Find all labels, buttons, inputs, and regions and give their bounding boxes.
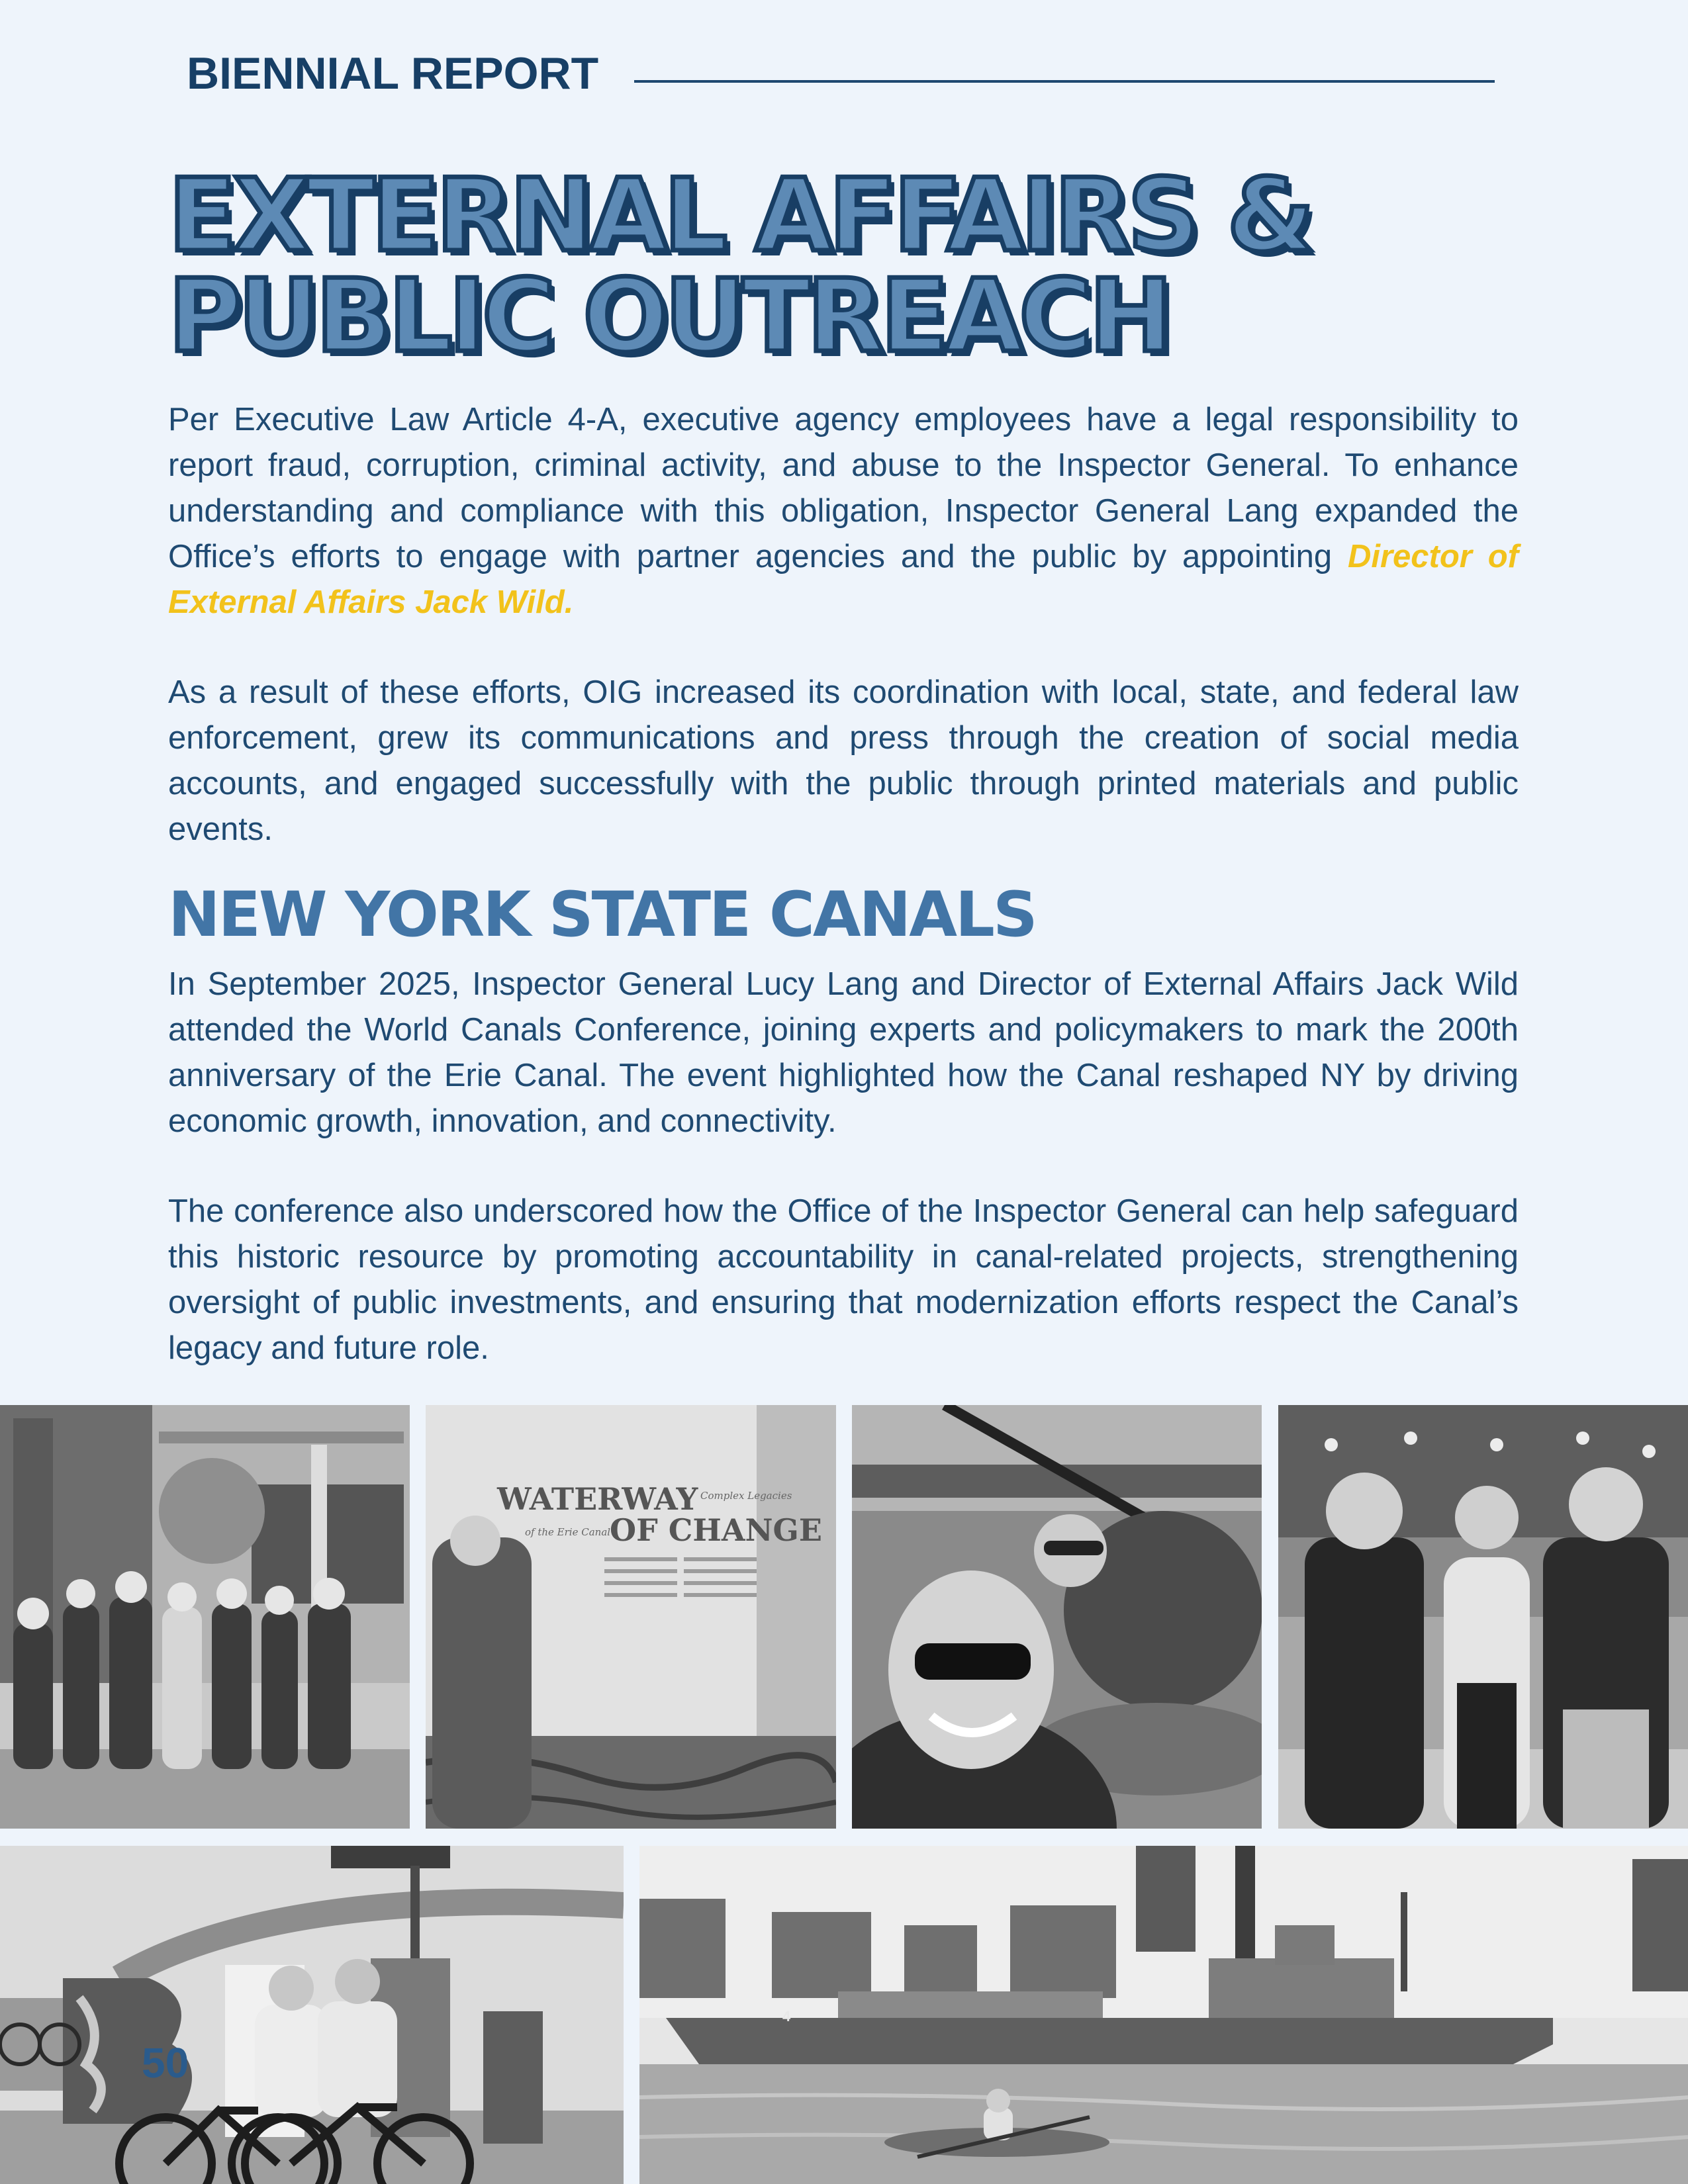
page-number: 50: [142, 2039, 189, 2087]
page-title-line-1: EXTERNAL AFFAIRS &: [168, 157, 1311, 274]
intro-paragraph-1: [168, 397, 1519, 625]
exhibit-caption: of the Erie Canal: [525, 1526, 611, 1538]
harbor-photo: [639, 1846, 1688, 2184]
intro-paragraph-1-text: Per Executive Law Article 4-A, executive agency employees have a legal responsibility to report fraud, corruption, criminal activity, and abuse to the Inspector General. To enhance understanding and compliance with this obligation, Inspector General Lang expanded the Office’s efforts to engage with partner agencies and the public by appointing: [168, 402, 1519, 574]
header-divider: [634, 80, 1495, 83]
kayak-selfie-photo: [852, 1405, 1262, 1829]
page-title-line-2: PUBLIC OUTREACH: [168, 257, 1170, 375]
exhibit-title-1: WATERWAY: [497, 1481, 698, 1517]
intro-paragraph-2: As a result of these efforts, OIG increased its coordination with local, state, and federal law enforcement, grew its communications and press through the creation of social media accounts, and engaged successfully with the public through printed materials and public events.: [168, 674, 1519, 847]
exhibit-subtitle: Complex Legacies: [700, 1490, 792, 1502]
page-title: [168, 157, 1311, 375]
canals-paragraph-2: The conference also underscored how the Office of the Inspector General can help safeguard this historic resource by promoting accountability in canal-related projects, strengthening oversight of public investments, and ensuring that modernization efforts respect the Canal’s legacy and future role.: [168, 1193, 1519, 1366]
report-header-label: BIENNIAL REPORT: [187, 48, 599, 99]
group-photo: [0, 1405, 410, 1829]
ship-hull-number: 4: [782, 2008, 791, 2025]
director-highlight: Director of External Affairs Jack Wild.: [168, 539, 1519, 620]
exhibit-photo: [426, 1405, 836, 1829]
section-heading-canals: NEW YORK STATE CANALS: [168, 879, 1036, 951]
canals-paragraph-1: In September 2025, Inspector General Lucy Lang and Director of External Affairs Jack Wild attended the World Canals Conference, joining experts and policymakers to mark the 200th anniversary of the Erie Canal. The event highlighted how the Canal reshaped NY by driving economic growth, innovation, and connectivity.: [168, 966, 1519, 1139]
bike-photo: [0, 1846, 624, 2184]
exhibit-title-2: OF CHANGE: [610, 1512, 822, 1548]
conference-photo: [1278, 1405, 1688, 1829]
